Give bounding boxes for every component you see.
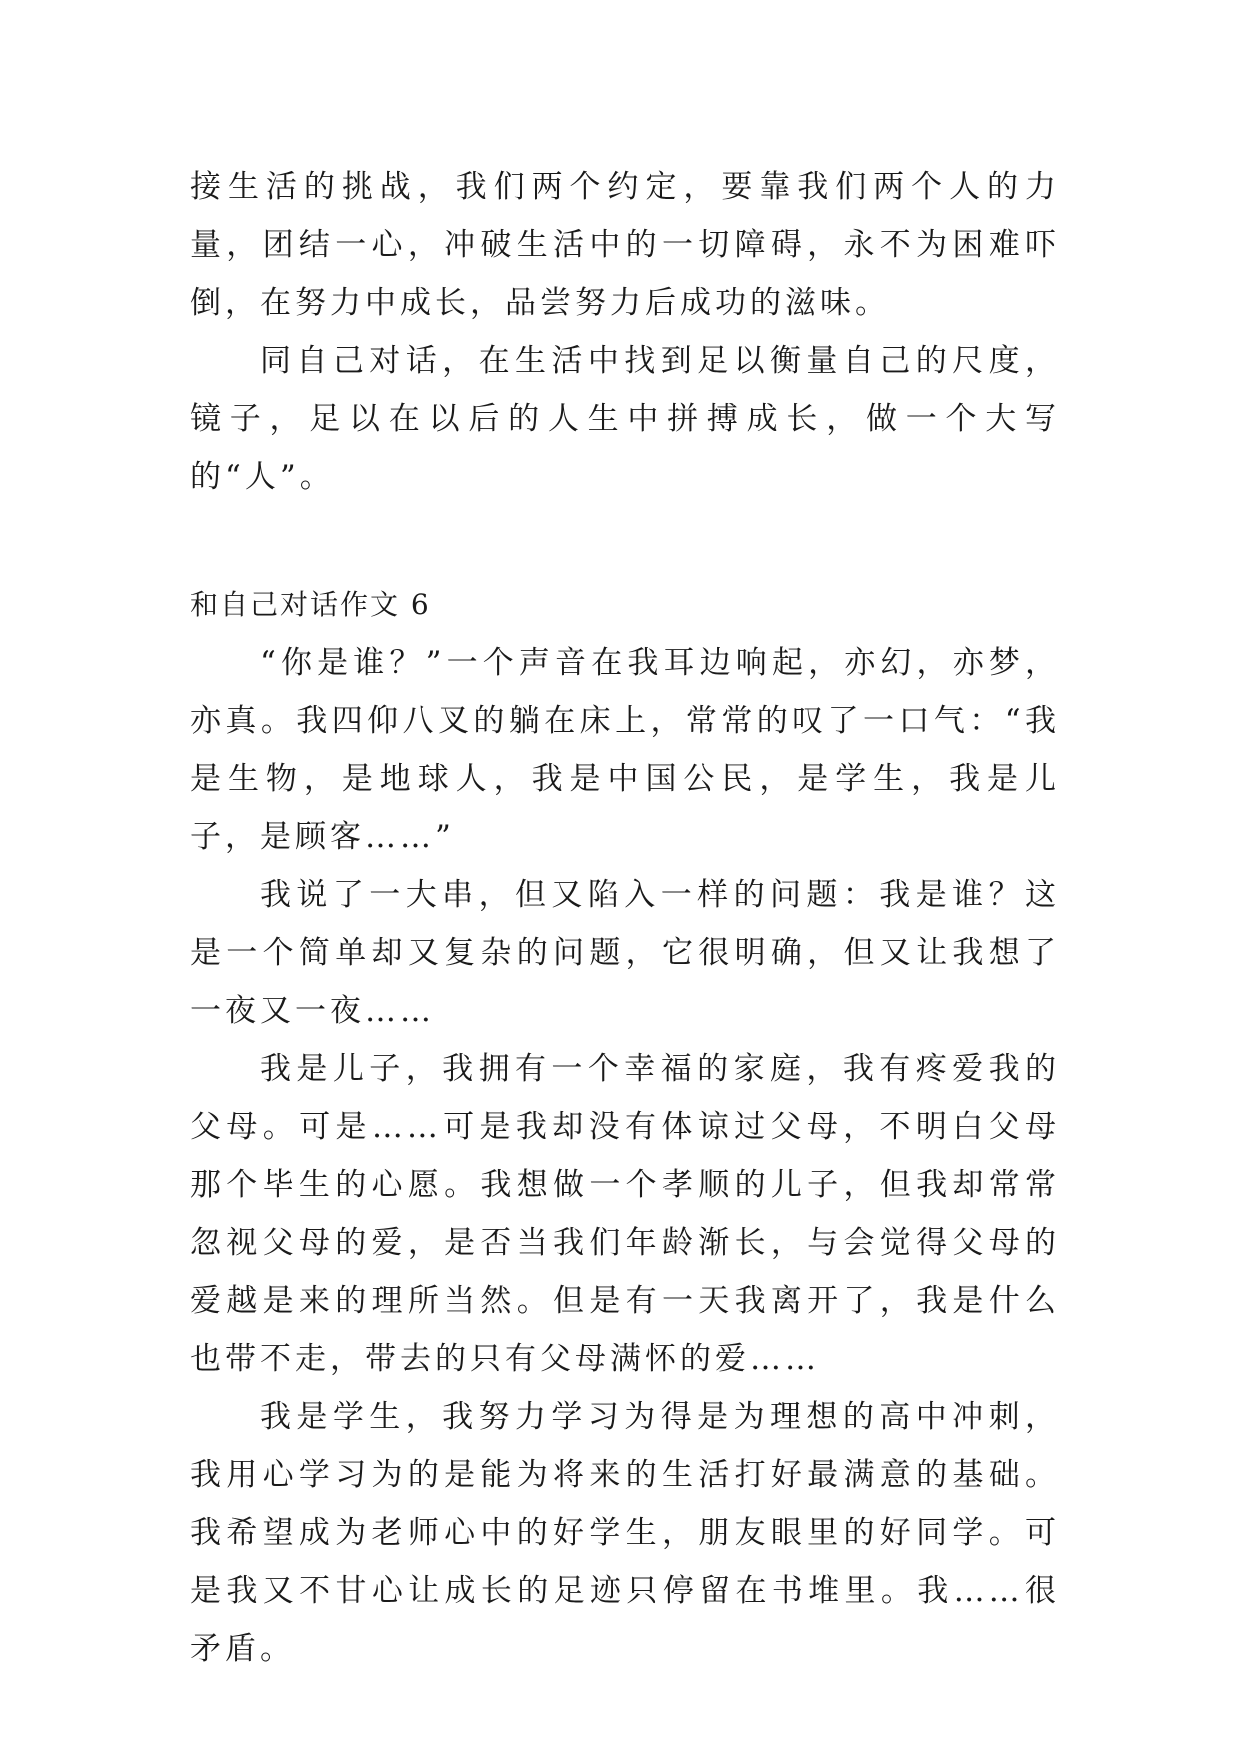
essay-paragraph-1: “你是谁？”一个声音在我耳边响起，亦幻，亦梦，亦真。我四仰八叉的躺在床上，常常的叹了一口气：“我是生物，是地球人，我是中国公民，是学生，我是儿子，是顾客……” — [190, 645, 1060, 855]
essay-paragraph-2: 我说了一大串，但又陷入一样的问题：我是谁？这是一个简单却又复杂的问题，它很明确，但又让我想了一夜又一夜…… — [190, 877, 1060, 1029]
closing-paragraph: 同自己对话，在生活中找到足以衡量自己的尺度，镜子，足以在以后的人生中拼搏成长，做一个大写的“人”。 — [190, 343, 1060, 495]
essay-paragraph-4: 我是学生，我努力学习为得是为理想的高中冲刺，我用心学习为的是能为将来的生活打好最满意的基础。我希望成为老师心中的好学生，朋友眼里的好同学。可是我又不甘心让成长的足迹只停留在书堆里。我……很矛盾。 — [190, 1399, 1060, 1667]
document-body — [190, 158, 1060, 1678]
essay-paragraph-3: 我是儿子，我拥有一个幸福的家庭，我有疼爱我的父母。可是……可是我却没有体谅过父母，不明白父母那个毕生的心愿。我想做一个孝顺的儿子，但我却常常忽视父母的爱，是否当我们年龄渐长，与会觉得父母的爱越是来的理所当然。但是有一天我离开了，我是什么也带不走，带去的只有父母满怀的爱…… — [190, 1051, 1060, 1377]
continuation-paragraph: 接生活的挑战，我们两个约定，要靠我们两个人的力量，团结一心，冲破生活中的一切障碍，永不为困难吓倒，在努力中成长，品尝努力后成功的滋味。 — [190, 169, 1060, 321]
essay-title: 和自己对话作文 6 — [190, 588, 431, 621]
